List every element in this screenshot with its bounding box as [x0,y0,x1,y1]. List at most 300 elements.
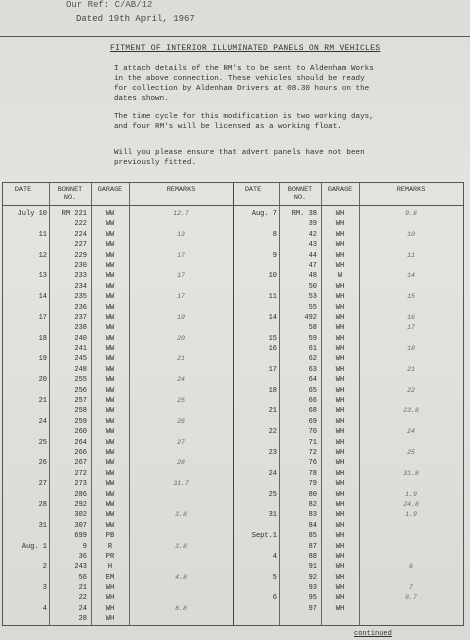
cell-garage: WH [335,604,345,613]
table-row [3,562,233,572]
table-row [3,614,233,624]
cell-remarks: 13 [177,230,185,238]
table-row [3,604,233,614]
divider [0,36,470,37]
cell-bonnet-no: 240 [74,334,87,343]
cell-bonnet-no: 85 [308,532,317,541]
document-heading: FITMENT OF INTERIOR ILLUMINATED PANELS ON RM VEHICLES [110,44,381,53]
table-row [3,323,233,333]
cell-bonnet-no: 87 [308,542,317,551]
cell-garage: WH [335,448,345,457]
cell-bonnet-no: 307 [74,521,87,530]
cell-remarks: 8.7 [405,594,417,602]
table-row [233,448,463,458]
cell-bonnet-no: 69 [308,417,317,426]
cell-date: 31 [38,521,47,530]
cell-remarks: 4.8 [175,573,187,581]
cell-remarks: 26 [177,417,185,425]
cell-bonnet-no: 64 [308,376,317,385]
cell-garage: WH [335,313,345,322]
cell-date: 5 [272,573,277,582]
cell-garage: WW [105,324,115,333]
cell-date: 9 [272,251,277,260]
cell-bonnet-no: 233 [74,272,87,281]
paragraph-1: I attach details of the RM's to be sent to Aldenham Works in the above connection. These vehicles should be ready for collection by Aldenham Drivers at 08.30 hours on the dates shown. [114,65,374,103]
paragraph-2: The time cycle for this modification is two working days, and four RM's will be licensed as a working float. [114,113,374,131]
table-row [3,552,233,562]
cell-date: 26 [38,459,47,468]
table-row [233,427,463,437]
cell-garage: WH [335,241,345,250]
cell-bonnet-no: 78 [308,469,317,478]
cell-garage: W [337,272,343,281]
table-row [3,334,233,344]
header-garage: GARAGE [97,186,123,194]
cell-bonnet-no: 245 [74,355,87,364]
cell-bonnet-no: 9 [82,542,87,551]
cell-bonnet-no: 248 [74,365,87,374]
table-row [3,365,233,375]
cell-remarks: 25 [177,397,185,405]
table-row [233,479,463,489]
cell-garage: WW [105,407,115,416]
cell-remarks: 21 [177,355,185,363]
table-row [3,406,233,416]
cell-garage: WH [335,511,345,520]
cell-bonnet-no: 492 [304,313,317,322]
cell-remarks: 21 [407,365,415,373]
cell-garage: WW [105,210,115,218]
cell-garage: WW [105,480,115,489]
cell-garage: WH [335,334,345,343]
cell-garage: PR [105,552,115,561]
cell-bonnet-no: RM 221 [61,210,87,218]
table-row [3,510,233,520]
table-row [3,469,233,479]
cell-remarks: 15 [407,293,415,301]
cell-bonnet-no: 255 [74,376,87,385]
cell-bonnet-no: 95 [308,594,317,603]
cell-garage: WH [335,261,345,270]
cell-remarks: 3.8 [175,542,187,550]
cell-date: 14 [268,313,277,322]
table-row [233,303,463,313]
table-row [3,479,233,489]
cell-garage: WW [105,261,115,270]
cell-garage: WH [335,469,345,478]
cell-remarks: 31.7 [173,480,189,488]
table-rows-left [3,209,233,625]
date-line: Dated 19th April, 1967 [76,14,195,24]
table-row [3,282,233,292]
cell-remarks: 6 [409,563,413,571]
cell-garage: PB [105,532,115,541]
table-row [233,573,463,583]
cell-bonnet-no: 44 [308,251,317,260]
paragraph-3: Will you please ensure that advert panels have not been previously fitted. [114,149,365,167]
continued-note: continued [354,630,392,638]
cell-bonnet-no: 72 [308,448,317,457]
cell-date: 10 [268,272,277,281]
cell-bonnet-no: 71 [308,438,317,447]
cell-remarks: 1.9 [405,490,417,498]
cell-date: 13 [38,272,47,281]
cell-garage: WH [335,251,345,260]
cell-garage: WW [105,521,115,530]
table-row [3,396,233,406]
cell-remarks: 23.8 [403,407,419,415]
cell-bonnet-no: 91 [308,563,317,572]
cell-remarks: 31.8 [403,469,419,477]
table-row [233,604,463,614]
cell-bonnet-no: 59 [308,334,317,343]
cell-bonnet-no: 80 [308,490,317,499]
cell-bonnet-no: 21 [78,584,87,593]
table-row [3,354,233,364]
table-row [233,562,463,572]
cell-garage: R [107,542,113,551]
cell-bonnet-no: RM. 38 [291,210,317,218]
cell-garage: WW [105,417,115,426]
cell-bonnet-no: 24 [78,604,87,613]
cell-bonnet-no: 302 [74,511,87,520]
cell-bonnet-no: 61 [308,345,317,354]
cell-remarks: 9.8 [405,210,417,217]
cell-date: 21 [268,407,277,416]
cell-date: 31 [268,511,277,520]
table-row [3,219,233,229]
cell-date: 20 [38,376,47,385]
table-row [3,209,233,219]
cell-bonnet-no: 39 [308,220,317,229]
cell-garage: WW [105,241,115,250]
cell-remarks: 28 [177,459,185,467]
table-row [233,251,463,261]
table-header-row [233,183,463,206]
cell-bonnet-no: 264 [74,438,87,447]
cell-remarks: 20 [177,334,185,342]
cell-date: 25 [38,438,47,447]
cell-garage: WH [335,490,345,499]
cell-bonnet-no: 43 [308,241,317,250]
cell-bonnet-no: 257 [74,397,87,406]
table-row [233,282,463,292]
header-bonnet-no: BONNET NO. [287,186,313,202]
cell-bonnet-no: 36 [78,552,87,561]
cell-bonnet-no: 84 [308,521,317,530]
table-row [233,552,463,562]
cell-garage: WW [105,220,115,229]
cell-date: Aug. 7 [251,210,277,218]
table-header-row [3,183,233,206]
table-row [3,542,233,552]
cell-bonnet-no: 79 [308,480,317,489]
cell-bonnet-no: 53 [308,293,317,302]
table-row [233,469,463,479]
cell-garage: WH [335,532,345,541]
cell-garage: WH [335,428,345,437]
cell-date: 14 [38,293,47,302]
cell-bonnet-no: 22 [78,594,87,603]
cell-date: 24 [268,469,277,478]
table-row [3,417,233,427]
table-row [3,573,233,583]
table-row [233,500,463,510]
cell-bonnet-no: 273 [74,480,87,489]
table-row [3,271,233,281]
table-row [3,438,233,448]
cell-garage: WW [105,230,115,239]
cell-garage: WW [105,345,115,354]
cell-date: 17 [268,365,277,374]
table-row [3,448,233,458]
cell-garage: WW [105,251,115,260]
cell-garage: WH [335,417,345,426]
cell-remarks: 11 [407,251,415,259]
cell-bonnet-no: 234 [74,282,87,291]
cell-bonnet-no: 224 [74,230,87,239]
cell-garage: WH [335,480,345,489]
table-row [233,240,463,250]
cell-garage: WH [335,230,345,239]
cell-remarks: 1.9 [405,511,417,519]
cell-bonnet-no: 47 [308,261,317,270]
table-row [233,510,463,520]
cell-remarks: 24.8 [403,500,419,508]
cell-bonnet-no: 241 [74,345,87,354]
table-row [233,542,463,552]
cell-garage: EM [105,573,115,582]
cell-date: 22 [268,428,277,437]
cell-bonnet-no: 267 [74,459,87,468]
cell-bonnet-no: 28 [78,615,87,624]
cell-garage: WH [105,615,115,624]
table-right-half [233,183,463,625]
cell-date: 11 [38,230,47,239]
table-row [3,303,233,313]
cell-garage: WW [105,303,115,312]
table-row [3,261,233,271]
cell-date: 17 [38,313,47,322]
cell-garage: WH [335,521,345,530]
cell-date: 6 [272,594,277,603]
table-row [233,438,463,448]
cell-garage: WH [335,573,345,582]
table-row [3,458,233,468]
cell-bonnet-no: 243 [74,563,87,572]
cell-date: 11 [268,293,277,302]
cell-date: 27 [38,480,47,489]
table-row [233,396,463,406]
table-row [233,406,463,416]
cell-bonnet-no: 55 [308,303,317,312]
cell-bonnet-no: 97 [308,604,317,613]
cell-bonnet-no: 272 [74,469,87,478]
cell-bonnet-no: 92 [308,573,317,582]
cell-garage: WH [335,324,345,333]
cell-garage: WW [105,500,115,509]
cell-garage: WH [335,386,345,395]
table-row [3,230,233,240]
cell-bonnet-no: 238 [74,324,87,333]
table-row [233,292,463,302]
cell-garage: WH [335,459,345,468]
table-row [3,521,233,531]
cell-garage: WH [335,355,345,364]
cell-bonnet-no: 48 [308,272,317,281]
cell-garage: WH [335,303,345,312]
table-row [3,593,233,603]
cell-garage: WH [335,282,345,291]
cell-bonnet-no: 88 [308,552,317,561]
cell-bonnet-no: 256 [74,386,87,395]
cell-remarks: 25 [407,448,415,456]
table-row [233,354,463,364]
cell-garage: WW [105,438,115,447]
vehicle-schedule-table [2,182,464,626]
table-row [233,417,463,427]
cell-garage: WW [105,459,115,468]
table-row [3,500,233,510]
table-row [233,334,463,344]
cell-garage: WH [335,542,345,551]
cell-garage: WH [105,584,115,593]
header-remarks: REMARKS [396,186,426,194]
cell-garage: WW [105,365,115,374]
cell-bonnet-no: 50 [308,282,317,291]
cell-remarks: 7 [409,584,413,592]
cell-bonnet-no: 62 [308,355,317,364]
table-row [233,344,463,354]
table-row [3,583,233,593]
cell-remarks: 16 [407,313,415,321]
table-row [233,521,463,531]
cell-garage: WH [335,397,345,406]
cell-garage: WH [335,210,345,218]
table-row [233,583,463,593]
cell-garage: WW [105,293,115,302]
cell-garage: WH [335,345,345,354]
cell-garage: WW [105,511,115,520]
cell-bonnet-no: 66 [308,397,317,406]
cell-bonnet-no: 58 [308,324,317,333]
table-left-half [3,183,233,625]
cell-date: 23 [268,448,277,457]
table-row [233,271,463,281]
cell-bonnet-no: 70 [308,428,317,437]
cell-date: 18 [38,334,47,343]
cell-garage: WH [335,365,345,374]
table-row [3,427,233,437]
table-row [233,531,463,541]
cell-date: 21 [38,397,47,406]
table-row [233,365,463,375]
cell-garage: WW [105,272,115,281]
table-row [233,323,463,333]
cell-remarks: 8.8 [175,604,187,612]
cell-garage: H [107,563,113,572]
cell-date: July 10 [17,210,47,218]
cell-garage: WH [335,594,345,603]
cell-date: 28 [38,500,47,509]
cell-garage: WH [335,584,345,593]
cell-garage: WH [335,563,345,572]
cell-bonnet-no: 56 [78,573,87,582]
table-rows-right [233,209,463,614]
table-row [3,490,233,500]
cell-date: 4 [42,604,47,613]
cell-remarks: 17 [177,272,185,280]
table-row [233,209,463,219]
cell-garage: WH [335,407,345,416]
cell-date: 25 [268,490,277,499]
cell-garage: WH [105,594,115,603]
cell-bonnet-no: 258 [74,407,87,416]
cell-garage: WH [335,500,345,509]
cell-remarks: 12.7 [173,210,189,217]
table-row [3,292,233,302]
cell-bonnet-no: 65 [308,386,317,395]
cell-date: 8 [272,230,277,239]
cell-garage: WH [335,376,345,385]
table-row [3,240,233,250]
header-date: DATE [244,186,262,194]
header-bonnet-no: BONNET NO. [57,186,83,202]
cell-remarks: 10 [407,230,415,238]
header-garage: GARAGE [327,186,353,194]
table-row [233,219,463,229]
cell-date: 18 [268,386,277,395]
cell-bonnet-no: 292 [74,500,87,509]
table-row [233,458,463,468]
cell-bonnet-no: 236 [74,303,87,312]
cell-garage: WW [105,376,115,385]
cell-garage: WH [105,604,115,613]
cell-date: 15 [268,334,277,343]
table-row [233,261,463,271]
table-row [233,230,463,240]
table-row [3,375,233,385]
cell-bonnet-no: 76 [308,459,317,468]
cell-bonnet-no: 699 [74,532,87,541]
cell-bonnet-no: 237 [74,313,87,322]
cell-bonnet-no: 42 [308,230,317,239]
cell-bonnet-no: 266 [74,448,87,457]
cell-garage: WW [105,428,115,437]
cell-bonnet-no: 235 [74,293,87,302]
table-row [233,375,463,385]
cell-garage: WW [105,448,115,457]
cell-garage: WW [105,397,115,406]
table-row [3,344,233,354]
cell-bonnet-no: 230 [74,261,87,270]
table-row [233,490,463,500]
cell-bonnet-no: 93 [308,584,317,593]
cell-remarks: 22 [407,386,415,394]
cell-date: 2 [42,563,47,572]
cell-remarks: 3.8 [175,511,187,519]
cell-bonnet-no: 227 [74,241,87,250]
cell-bonnet-no: 259 [74,417,87,426]
cell-remarks: 14 [407,272,415,280]
cell-date: 24 [38,417,47,426]
table-row [3,531,233,541]
cell-bonnet-no: 222 [74,220,87,229]
cell-bonnet-no: 83 [308,511,317,520]
cell-date: 3 [42,584,47,593]
reference-line: Our Ref: C/AB/12 [66,0,153,10]
cell-remarks: 17 [177,293,185,301]
